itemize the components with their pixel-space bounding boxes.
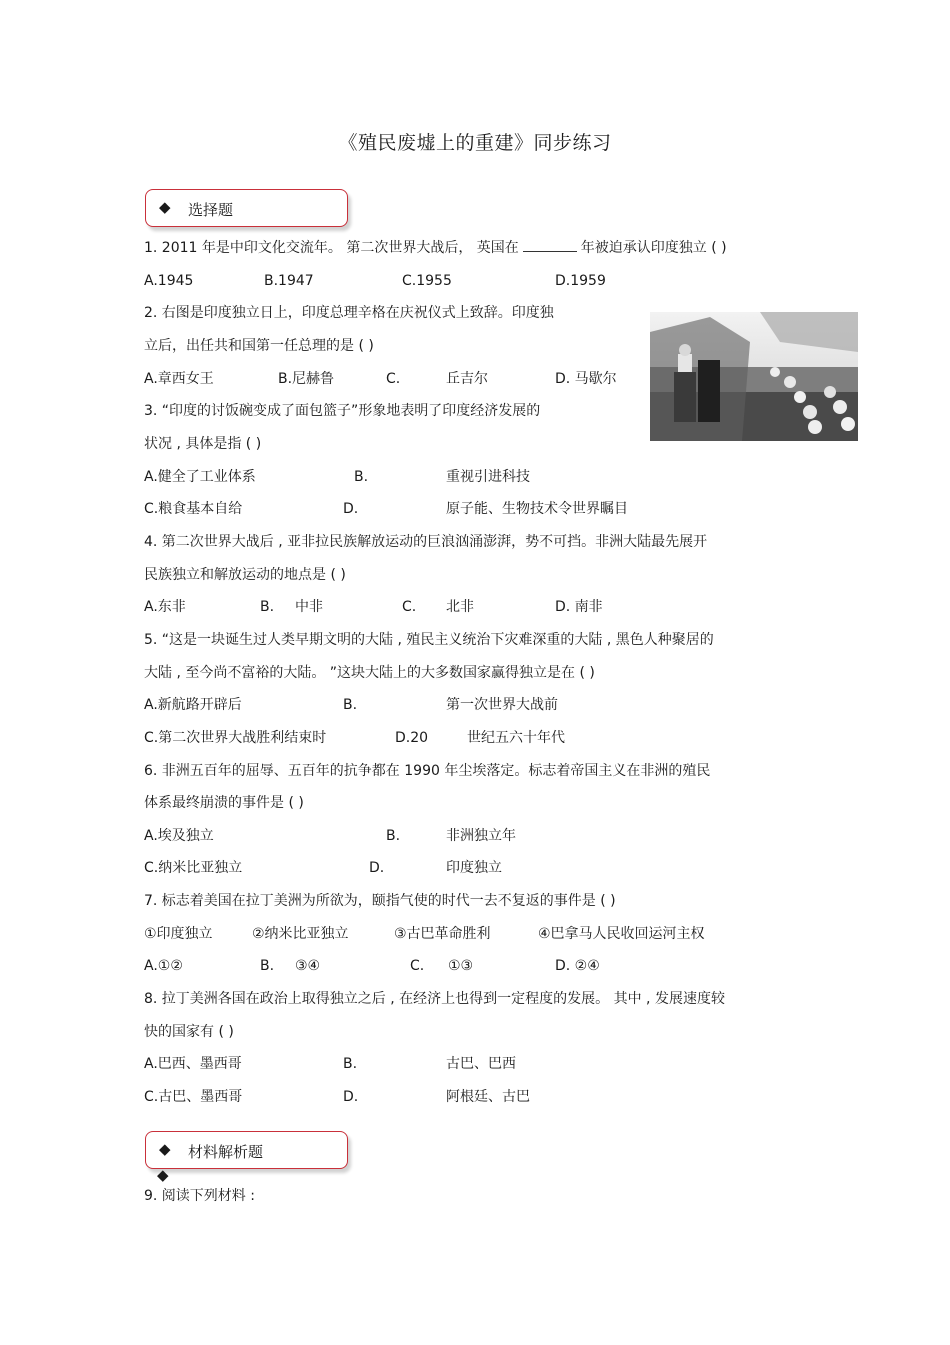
question-5-line-2: 大陆 , 至今尚不富裕的大陆。 ”这块大陆上的大多数国家赢得独立是在 ( )	[144, 665, 595, 681]
option-c-label: C.	[386, 371, 401, 387]
option-b: B.尼赫鲁	[278, 371, 335, 387]
section-header-material	[145, 1131, 348, 1169]
option-a: A.健全了工业体系	[144, 469, 256, 485]
option-a: A.章西女王	[144, 371, 214, 387]
section-title: 材料解析题	[188, 1143, 264, 1161]
option-c: C.粮食基本自给	[144, 501, 243, 517]
option-c-text: ①③	[448, 958, 474, 974]
option-d-label: D.20	[395, 730, 429, 746]
option-a: A.1945	[144, 273, 194, 289]
diamond-icon: ◆	[157, 1166, 169, 1184]
question-5-line-1: 5. “这是一块诞生过人类早期文明的大陆 , 殖民主义统治下灾难深重的大陆 , 黑色人种聚居的	[144, 632, 714, 648]
photo-image	[650, 312, 858, 441]
option-d-label: D.	[343, 1089, 359, 1105]
option-a: A.巴西、墨西哥	[144, 1056, 242, 1072]
question-1	[144, 238, 727, 258]
question-6-line-1: 6. 非洲五百年的屈辱、五百年的抗争都在 1990 年尘埃落定。标志着帝国主义在非洲的殖民	[144, 763, 711, 779]
option-b-label: B.	[260, 599, 275, 615]
option-b-text: 古巴、巴西	[446, 1056, 516, 1072]
option-b-label: B.	[386, 828, 401, 844]
option-d: D. 南非	[555, 599, 603, 615]
option-c: C.1955	[402, 273, 452, 289]
option-a: A.①②	[144, 958, 183, 974]
diamond-icon: ◆	[159, 198, 171, 216]
option-d: D.1959	[555, 273, 606, 289]
question-4-line-2: 民族独立和解放运动的地点是 ( )	[144, 567, 346, 583]
option-b-text: 中非	[295, 599, 323, 615]
option-c-text: 北非	[446, 599, 474, 615]
option-d-text: 阿根廷、古巴	[446, 1089, 530, 1105]
statement-3: ③古巴革命胜利	[394, 926, 491, 942]
photo-indian-pm-speech	[650, 312, 858, 441]
statement-2: ②纳米比亚独立	[252, 926, 349, 942]
option-d-text: 印度独立	[446, 860, 502, 876]
question-4-line-1: 4. 第二次世界大战后 , 亚非拉民族解放运动的巨浪汹涌澎湃，势不可挡。非洲大陆最先展开	[144, 534, 708, 550]
option-b-label: B.	[343, 697, 358, 713]
question-9-line-1: 9. 阅读下列材料 :	[144, 1188, 255, 1204]
option-a: A.东非	[144, 599, 186, 615]
option-d: D. 马歇尔	[555, 371, 617, 387]
option-b: B.1947	[264, 273, 314, 289]
page-title: 《殖民废墟上的重建》同步练习	[338, 132, 612, 154]
option-d-label: D.	[343, 501, 359, 517]
option-d-text: 世纪五六十年代	[467, 730, 565, 746]
option-b-label: B.	[343, 1056, 358, 1072]
statement-4: ④巴拿马人民收回运河主权	[538, 926, 705, 942]
option-b-text: ③④	[295, 958, 321, 974]
option-c: C.古巴、墨西哥	[144, 1089, 243, 1105]
option-d-label: D.	[369, 860, 385, 876]
option-d: D. ②④	[555, 958, 600, 974]
statement-1: ①印度独立	[144, 926, 213, 942]
option-c: C.纳米比亚独立	[144, 860, 243, 876]
option-c: C.第二次世界大战胜利结束时	[144, 730, 327, 746]
question-8-line-1: 8. 拉丁美洲各国在政治上取得独立之后 , 在经济上也得到一定程度的发展。 其中 , 发展速度较	[144, 991, 725, 1007]
diamond-icon: ◆	[159, 1140, 171, 1158]
question-3-line-2: 状况 , 具体是指 ( )	[144, 436, 262, 452]
question-text: 年被迫承认印度独立 ( )	[580, 240, 727, 256]
option-b-text: 重视引进科技	[446, 469, 530, 485]
question-7-line-1: 7. 标志着美国在拉丁美洲为所欲为，颐指气使的时代一去不复返的事件是 ( )	[144, 893, 616, 909]
section-title: 选择题	[188, 201, 234, 219]
option-c-text: 丘吉尔	[446, 371, 488, 387]
question-3-line-1: 3. “印度的讨饭碗变成了面包篮子”形象地表明了印度经济发展的	[144, 403, 541, 419]
option-c-label: C.	[410, 958, 425, 974]
option-a: A.埃及独立	[144, 828, 214, 844]
answer-blank	[523, 239, 577, 252]
question-2-line-1: 2. 右图是印度独立日上，印度总理辛格在庆祝仪式上致辞。印度独	[144, 305, 554, 321]
option-d-text: 原子能、生物技术令世界瞩目	[446, 501, 628, 517]
option-b-label: B.	[354, 469, 369, 485]
section-header-choice	[145, 189, 348, 227]
option-b-label: B.	[260, 958, 275, 974]
question-6-line-2: 体系最终崩溃的事件是 ( )	[144, 795, 304, 811]
option-b-text: 第一次世界大战前	[446, 697, 558, 713]
question-text: 1. 2011 年是中印文化交流年。 第二次世界大战后， 英国在	[144, 240, 519, 256]
question-2-line-2: 立后，出任共和国第一任总理的是 ( )	[144, 338, 374, 354]
option-b-text: 非洲独立年	[446, 828, 516, 844]
option-c-label: C.	[402, 599, 417, 615]
option-a: A.新航路开辟后	[144, 697, 242, 713]
question-8-line-2: 快的国家有 ( )	[144, 1024, 234, 1040]
